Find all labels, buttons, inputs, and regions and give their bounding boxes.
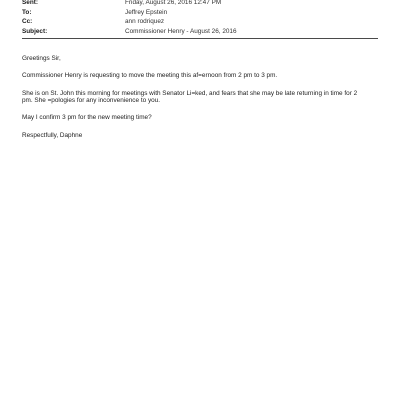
sent-label: Sent: — [22, 0, 38, 7]
to-label: To: — [22, 8, 32, 16]
email-header — [22, 0, 382, 36]
subject-label: Subject: — [22, 27, 48, 35]
signoff-text: Respectfully, Daphne — [22, 131, 83, 139]
email-body — [22, 49, 382, 139]
cc-value: ann rodriquez — [125, 18, 165, 26]
paragraph-request: Commissioner Henry is requesting to move the meeting this af=ernoon from 2 pm to 3 pm. — [22, 72, 278, 80]
cc-row — [22, 17, 382, 27]
paragraph-reason-line-1: She is on St. John this morning for meetings with Senator Li=ked, and fears that she may be late returning in time for 2 — [22, 89, 358, 97]
sent-row — [22, 0, 382, 8]
to-value: Jeffrey Epstein — [125, 8, 168, 16]
cc-label: Cc: — [22, 18, 33, 26]
paragraph-confirm: May I confirm 3 pm for the new meeting time? — [22, 114, 152, 122]
paragraph-reason — [22, 90, 382, 105]
sent-value: Friday, August 26, 2016 12:47 PM — [125, 0, 222, 7]
paragraph-reason-line-2: pm. She =pologies for any inconvenience to you. — [22, 97, 161, 105]
to-row — [22, 8, 382, 18]
greeting-text: Greetings Sir, — [22, 55, 61, 62]
header-divider — [22, 38, 378, 39]
subject-value: Commissioner Henry - August 26, 2016 — [125, 27, 237, 35]
subject-row — [22, 27, 382, 37]
